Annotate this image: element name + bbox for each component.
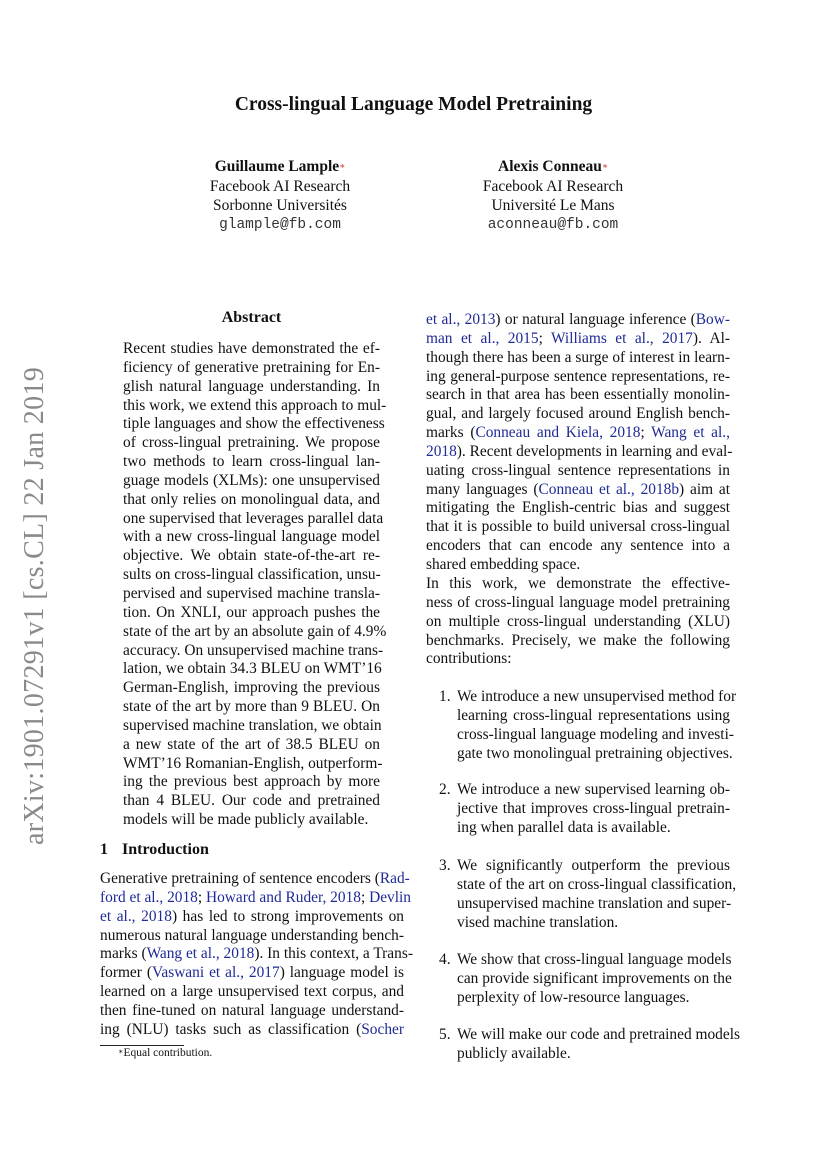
text-line <box>123 359 380 378</box>
text-span: then fine-tuned on natural language understand- <box>100 1001 404 1019</box>
text-line <box>426 311 730 330</box>
text-span: German-English, improving the previous <box>123 679 380 697</box>
list-item <box>439 1026 740 1064</box>
intro-paragraph <box>100 870 413 1040</box>
text-span: ness of cross-lingual language model pretraining <box>426 593 730 611</box>
text-span: ; <box>640 424 652 442</box>
text-span: state of the art on cross-lingual classification, <box>457 875 737 893</box>
text-span: In this work, we demonstrate the effective- <box>426 575 730 592</box>
text-line <box>123 340 380 359</box>
text-span: ) language model is <box>279 964 404 982</box>
text-line <box>426 613 730 632</box>
right-paragraph-1 <box>426 311 733 575</box>
text-span: learned on a large unsupervised text corpus, and <box>100 983 404 1001</box>
list-item <box>439 688 737 763</box>
text-line <box>123 585 380 604</box>
citation-link[interactable]: Williams et al., 2017 <box>551 329 693 347</box>
text-line <box>457 1026 740 1045</box>
text-line <box>100 983 404 1002</box>
text-line <box>100 870 410 889</box>
text-span: gual, and largely focused around English bench- <box>426 405 730 423</box>
list-number: 1. <box>439 688 451 705</box>
text-line <box>426 556 730 575</box>
equal-contribution-mark[interactable]: ∗ <box>601 161 608 171</box>
text-span: tiple languages and show the effectiveness <box>123 415 385 433</box>
author-name: Guillaume Lample <box>214 158 340 175</box>
text-span: ) or natural language inference ( <box>495 311 696 328</box>
text-line <box>457 875 737 895</box>
text-span: ing the previous best approach by more <box>123 773 380 791</box>
list-item <box>439 951 732 1008</box>
text-line <box>123 566 380 585</box>
text-line <box>426 462 730 481</box>
text-span: many languages ( <box>426 480 539 498</box>
text-span: that it is possible to build universal cross-lingual <box>426 518 730 536</box>
text-span: pervised and supervised machine transla- <box>123 584 380 602</box>
text-span: ; <box>197 888 206 906</box>
text-span: jective that improves cross-lingual pretrain- <box>457 799 730 817</box>
text-span: can provide significant improvements on the <box>457 969 732 987</box>
text-span: numerous natural language understanding bench- <box>100 926 404 944</box>
text-span: of cross-lingual pretraining. We propose <box>123 434 380 452</box>
author-email: glample@fb.com <box>219 216 341 233</box>
text-line <box>100 927 404 946</box>
text-line <box>457 707 730 726</box>
citation-link[interactable]: Socher <box>361 1020 404 1038</box>
text-line <box>123 509 384 529</box>
text-line <box>457 781 730 800</box>
paper-title: Cross-lingual Language Model Pretraining <box>234 94 593 115</box>
author-name: Alexis Conneau <box>498 158 602 175</box>
text-span: WMT’16 Romanian-English, outperform- <box>123 754 383 772</box>
author-affiliation: Sorbonne Universités <box>213 197 347 215</box>
text-line <box>457 725 734 745</box>
text-line <box>123 717 380 736</box>
section-heading <box>100 841 404 860</box>
text-span: ; <box>360 888 370 906</box>
text-line <box>457 744 733 764</box>
text-span: two methods to learn cross-lingual lan- <box>123 453 380 471</box>
text-span: than 4 BLEU. Our code and pretrained <box>123 792 380 810</box>
citation-link[interactable]: et al., 2018 <box>100 907 172 925</box>
text-span: perplexity of low-resource languages. <box>457 988 690 1006</box>
text-line <box>426 499 730 518</box>
footnote-mark: ∗ <box>118 1047 124 1056</box>
text-span: ). Recent developments in learning and eval- <box>456 442 733 460</box>
citation-link[interactable]: et al., 2013 <box>426 311 496 328</box>
text-line <box>123 773 380 792</box>
text-span: state of the art by more than 9 BLEU. On <box>123 698 380 716</box>
text-span: We show that cross-lingual language models <box>457 951 732 968</box>
text-span: guage models (XLMs): one unsupervised <box>123 471 380 489</box>
text-span: Recent studies have demonstrated the ef- <box>123 340 380 357</box>
footnote-text: Equal contribution. <box>123 1047 213 1059</box>
text-span: ) has led to strong improvements on <box>171 907 404 925</box>
text-span: We significantly outperform the previous <box>457 857 730 874</box>
text-span: mitigating the English-centric bias and suggest <box>426 499 730 517</box>
text-span: gate two monolingual pretraining objectives. <box>457 744 733 762</box>
text-line <box>426 537 730 556</box>
text-line <box>457 989 730 1008</box>
text-span: Generative pretraining of sentence encoders ( <box>100 870 380 887</box>
text-line <box>426 442 733 462</box>
text-line <box>123 434 380 453</box>
text-span: state of the art by an absolute gain of 4.9% <box>123 622 387 640</box>
text-span: lation, we obtain 34.3 BLEU on WMT’16 <box>123 660 382 678</box>
text-line <box>123 472 380 491</box>
text-span: models will be made publicly available. <box>123 811 369 829</box>
text-line <box>457 688 737 707</box>
list-number: 5. <box>439 1026 451 1043</box>
text-span: tion. On XNLI, our approach pushes the <box>123 603 380 621</box>
text-span: with a new cross-lingual language model <box>123 528 380 546</box>
section-title: Introduction <box>122 841 209 858</box>
citation-link[interactable]: Devlin <box>369 888 411 906</box>
text-line <box>426 424 730 443</box>
text-line <box>457 895 730 914</box>
text-span: ). In this context, a Trans- <box>254 945 413 963</box>
text-line <box>123 641 384 661</box>
text-span: sults on cross-lingual classification, unsu- <box>123 566 381 584</box>
citation-link[interactable]: Rad- <box>379 870 410 887</box>
text-line <box>457 951 730 970</box>
text-line <box>457 1045 730 1064</box>
text-span: on multiple cross-lingual understanding (XLU) <box>426 612 730 630</box>
text-span: unsupervised machine translation and super- <box>457 894 732 912</box>
text-span: We introduce a new supervised learning ob- <box>457 781 730 798</box>
text-span: uating cross-lingual sentence representations in <box>426 461 730 479</box>
text-span: ing general-purpose sentence representations, re- <box>426 367 730 385</box>
text-line <box>123 660 380 679</box>
abstract-heading <box>123 309 380 328</box>
citation-link[interactable]: man et al., 2015 <box>426 329 539 347</box>
text-line <box>123 698 380 717</box>
text-span: marks ( <box>426 424 476 442</box>
text-span: shared embedding space. <box>426 555 581 573</box>
text-line <box>123 811 380 830</box>
text-line <box>426 518 730 537</box>
abstract-heading-text: Abstract <box>221 309 282 326</box>
list-number: 3. <box>439 857 451 874</box>
text-line <box>426 481 730 500</box>
text-line <box>123 528 380 547</box>
footnote-rule <box>100 1045 184 1046</box>
text-line <box>426 575 730 594</box>
text-span: ing (NLU) tasks such as classification ( <box>100 1020 362 1038</box>
text-line <box>123 736 380 755</box>
text-span: ). Al- <box>692 329 730 347</box>
section-number: 1 <box>100 841 108 858</box>
text-line <box>123 792 380 811</box>
list-number: 4. <box>439 951 451 968</box>
citation-link[interactable]: Wang et al., <box>651 424 730 442</box>
text-span: one supervised that leverages parallel data <box>123 509 384 527</box>
author-affiliation: Facebook AI Research <box>482 177 624 195</box>
text-line <box>123 491 380 510</box>
text-span: a new state of the art of 38.5 BLEU on <box>123 735 380 753</box>
text-line <box>426 405 730 424</box>
citation-link[interactable]: Bow- <box>695 311 730 328</box>
equal-contribution-mark[interactable]: ∗ <box>339 161 346 171</box>
citation-link[interactable]: Wang et al., 2018 <box>146 945 255 963</box>
text-line <box>123 378 380 397</box>
text-span: objective. We obtain state-of-the-art re- <box>123 547 380 565</box>
text-line <box>426 330 730 349</box>
text-span: marks ( <box>100 945 147 963</box>
citation-link[interactable]: ford et al., 2018 <box>100 888 198 906</box>
text-line <box>100 945 413 964</box>
text-span: learning cross-lingual representations using <box>457 706 730 724</box>
text-line <box>457 857 730 876</box>
text-line <box>123 396 387 416</box>
text-span: former ( <box>100 964 152 982</box>
abstract-body <box>123 340 387 830</box>
text-line <box>426 632 730 651</box>
text-line <box>100 964 404 983</box>
citation-link[interactable]: Vaswani et al., 2017 <box>151 964 280 982</box>
text-span: ficiency of generative pretraining for En- <box>123 358 380 376</box>
text-line <box>123 453 380 472</box>
text-line <box>426 349 730 368</box>
citation-link[interactable]: Conneau et al., 2018b <box>538 480 680 498</box>
text-span: encoders that can encode any sentence into a <box>426 537 730 555</box>
list-item <box>439 781 730 838</box>
author-affiliation: Université Le Mans <box>491 197 615 215</box>
text-line <box>100 888 411 908</box>
text-span: We will make our code and pretrained models <box>457 1026 740 1043</box>
text-line <box>426 650 730 669</box>
arxiv-identifier: arXiv:1901.07291v1 [cs.CL] 22 Jan 2019 <box>19 367 50 846</box>
text-line <box>123 754 383 774</box>
text-span: though there has been a surge of interest in learn- <box>426 348 730 366</box>
list-number: 2. <box>439 781 451 798</box>
text-line <box>426 594 730 613</box>
text-line <box>123 547 380 566</box>
citation-link[interactable]: Conneau and Kiela, 2018 <box>475 424 641 442</box>
text-span: glish natural language understanding. In <box>123 377 380 395</box>
text-line <box>123 415 385 434</box>
author-block <box>423 157 683 235</box>
author-block <box>150 157 410 235</box>
text-line <box>123 604 380 623</box>
text-line <box>457 970 730 989</box>
text-line <box>100 908 404 927</box>
text-span: accuracy. On unsupervised machine trans- <box>123 641 384 659</box>
text-span: We introduce a new unsupervised method for <box>457 688 737 705</box>
text-line <box>426 368 730 387</box>
text-span: ) aim at <box>679 480 730 498</box>
text-span: publicly available. <box>457 1044 571 1062</box>
text-line <box>457 800 730 819</box>
text-line <box>123 679 380 698</box>
author-email: aconneau@fb.com <box>487 216 619 233</box>
right-paragraph-2 <box>426 575 730 669</box>
text-span: cross-lingual language modeling and investi- <box>457 725 734 743</box>
text-span: contributions: <box>426 650 512 668</box>
text-line <box>100 1021 404 1040</box>
text-span: ing when parallel data is available. <box>457 818 671 836</box>
citation-link[interactable]: Howard and Ruder, 2018 <box>206 888 361 906</box>
author-affiliation: Facebook AI Research <box>209 177 351 195</box>
footnote <box>118 1047 212 1059</box>
text-span: this work, we extend this approach to mul- <box>123 396 387 414</box>
list-item <box>439 857 737 932</box>
text-span: ; <box>538 329 552 347</box>
text-span: supervised machine translation, we obtain <box>123 716 382 734</box>
text-line <box>123 622 387 642</box>
text-span: benchmarks. Precisely, we make the following <box>426 631 730 649</box>
text-span: search in that area has been essentially monolin- <box>426 386 730 404</box>
text-line <box>457 914 730 933</box>
text-line <box>100 1002 404 1021</box>
text-span: that only relies on monolingual data, and <box>123 490 380 508</box>
text-line <box>457 819 730 838</box>
citation-link[interactable]: 2018 <box>426 442 457 460</box>
text-span: vised machine translation. <box>457 913 619 931</box>
text-line <box>426 386 730 405</box>
